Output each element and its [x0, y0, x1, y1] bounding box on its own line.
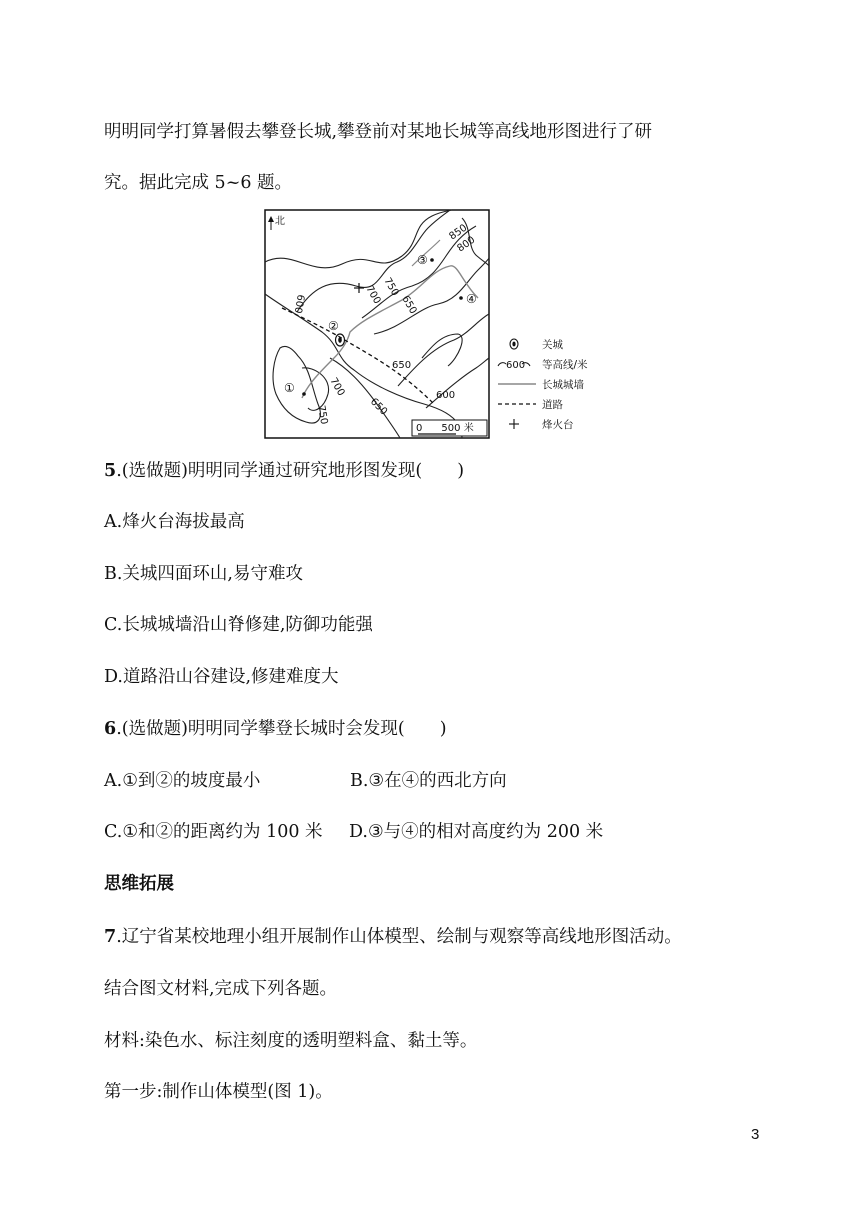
q7-number: 7	[104, 927, 117, 947]
north-label: 北	[275, 216, 285, 227]
q6-option-c: C.①和②的距离约为 100 米	[104, 822, 323, 842]
section-title: 思维拓展	[104, 874, 174, 894]
contour-label: 750	[315, 404, 330, 426]
q7-step-1: 第一步:制作山体模型(图 1)。	[104, 1082, 333, 1102]
contour-label: 700	[327, 376, 347, 399]
legend-label-pass: 关城	[542, 339, 563, 351]
q6-option-d: D.③与④的相对高度约为 200 米	[349, 822, 604, 842]
point-label-3: ③	[417, 253, 428, 267]
q5-stem-text: .(选做题)明明同学通过研究地形图发现( )	[116, 461, 465, 481]
q5-stem	[104, 460, 464, 482]
q5-number: 5	[104, 461, 117, 481]
q7-line-2: 结合图文材料,完成下列各题。	[104, 979, 338, 999]
q6-option-b: B.③在④的西北方向	[350, 771, 507, 791]
contour-label: 700	[363, 284, 383, 307]
contour-label: 600	[436, 390, 456, 401]
legend-label-road: 道路	[542, 399, 563, 411]
page-number: 3	[751, 1126, 760, 1143]
beacon-icon	[509, 419, 519, 429]
pass-icon	[510, 339, 518, 349]
legend	[498, 338, 588, 431]
legend-label-contour: 等高线/米	[542, 359, 588, 371]
contour-map-figure	[262, 208, 592, 440]
contour-label: 800	[455, 234, 478, 255]
q6-stem	[104, 718, 447, 740]
q6-stem-text: .(选做题)明明同学攀登长城时会发现( )	[116, 719, 447, 739]
legend-label-beacon: 烽火台	[542, 419, 574, 431]
beacon-icon	[354, 283, 364, 293]
scale-label: 0 500 米	[416, 423, 474, 434]
q7-material: 材料:染色水、标注刻度的透明塑料盒、黏土等。	[104, 1031, 478, 1051]
contour-label: 650	[399, 294, 419, 317]
intro-line-2: 究。据此完成 5~6 题。	[104, 173, 293, 193]
point-label-1: ①	[284, 381, 295, 395]
q6-number: 6	[104, 719, 117, 739]
q5-option-c: C.长城城墙沿山脊修建,防御功能强	[104, 615, 373, 635]
road-line	[282, 308, 434, 404]
q7-stem	[104, 926, 682, 948]
q5-option-b: B.关城四面环山,易守难攻	[104, 564, 303, 584]
pass-icon	[336, 334, 345, 346]
contour-label: 650	[392, 360, 412, 371]
q7-stem-text: .辽宁省某校地理小组开展制作山体模型、绘制与观察等高线地形图活动。	[116, 927, 682, 947]
q5-option-d: D.道路沿山谷建设,修建难度大	[104, 667, 339, 687]
north-arrow-icon	[268, 216, 274, 230]
contour-label: 750	[381, 276, 401, 299]
q5-option-a: A.烽火台海拔最高	[104, 512, 245, 532]
contour-label: 850	[447, 222, 470, 243]
legend-label-wall: 长城城墙	[542, 379, 584, 391]
contour-label: 650	[367, 396, 390, 418]
contour-label: 600	[291, 293, 306, 315]
intro-line-1: 明明同学打算暑假去攀登长城,攀登前对某地长城等高线地形图进行了研	[104, 122, 653, 142]
point-label-2: ②	[328, 319, 339, 333]
point-label-4: ④	[466, 292, 477, 306]
legend-contour-sample: 600	[506, 360, 526, 371]
q6-option-a: A.①到②的坡度最小	[104, 771, 261, 791]
